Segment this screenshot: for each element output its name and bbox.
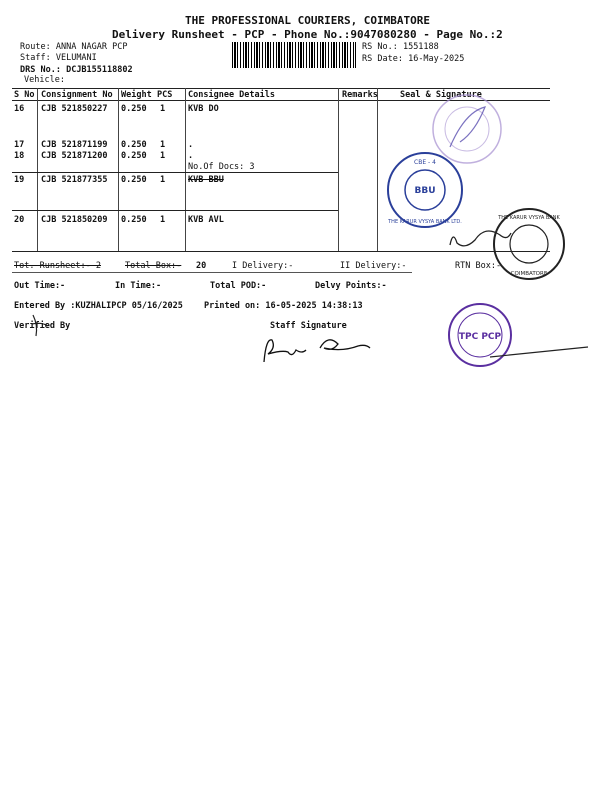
header-consignment: Consignment No bbox=[41, 90, 113, 100]
rs-date-line bbox=[362, 54, 464, 64]
rs-no-label: RS No.: bbox=[362, 42, 398, 52]
faded-seal-stamp bbox=[430, 92, 505, 167]
row-details: . bbox=[188, 151, 194, 161]
col-divider bbox=[118, 88, 119, 251]
route-value: ANNA NAGAR PCP bbox=[55, 42, 128, 52]
row-border bbox=[12, 172, 338, 173]
col-divider bbox=[377, 88, 378, 251]
bank-stamp2-bottom: COIMBATORE bbox=[510, 271, 548, 277]
summary-strike-line bbox=[12, 272, 412, 273]
row-details: . bbox=[188, 140, 194, 150]
row-pcs: 1 bbox=[160, 215, 166, 225]
ii-delivery: II Delivery:- bbox=[340, 261, 407, 271]
row-weight: 0.250 bbox=[121, 151, 147, 161]
in-time: In Time:- bbox=[115, 281, 162, 291]
table-top-border bbox=[12, 88, 550, 89]
tpc-stamp-text: TPC PCP bbox=[458, 332, 502, 342]
row-consignment: CJB 521850209 bbox=[41, 215, 108, 225]
staff-line bbox=[20, 53, 97, 63]
drs-value: DCJB155118802 bbox=[66, 65, 133, 75]
row-details: KVB BBU bbox=[188, 175, 224, 185]
total-box-label: Total Box:- bbox=[125, 261, 182, 271]
header-remarks: Remarks bbox=[342, 90, 378, 100]
vehicle-label: Vehicle: bbox=[24, 75, 65, 85]
company-title: THE PROFESSIONAL COURIERS, COIMBATORE bbox=[185, 14, 431, 27]
rs-no-value: 1551188 bbox=[402, 42, 439, 52]
delvy-points: Delvy Points:- bbox=[315, 281, 387, 291]
consignee-signature bbox=[445, 215, 515, 255]
rs-no-line bbox=[362, 42, 439, 52]
row-weight: 0.250 bbox=[121, 104, 147, 114]
header-sno: S No bbox=[14, 90, 35, 100]
bank-stamp2-top: THE KARUR VYSYA BANK bbox=[498, 215, 560, 221]
staff-value: VELUMANI bbox=[55, 53, 97, 63]
out-time: Out Time:- bbox=[14, 281, 66, 291]
header-seal: Seal & Signature bbox=[400, 90, 482, 100]
row-pcs: 1 bbox=[160, 104, 166, 114]
header-weight: Weight bbox=[121, 90, 152, 100]
barcode bbox=[232, 42, 356, 68]
row-weight: 0.250 bbox=[121, 175, 147, 185]
staff-signature bbox=[258, 328, 373, 368]
printed-on: Printed on: 16-05-2025 14:38:13 bbox=[204, 301, 363, 311]
col-divider bbox=[37, 88, 38, 251]
rtn-box: RTN Box:- bbox=[455, 261, 502, 271]
col-divider bbox=[185, 88, 186, 251]
row-consignment: CJB 521871199 bbox=[41, 140, 108, 150]
header-pcs: PCS bbox=[157, 90, 173, 100]
row-pcs: 1 bbox=[160, 175, 166, 185]
bank-stamp-center-text: BBU bbox=[414, 186, 436, 196]
row-consignment: CJB 521850227 bbox=[41, 104, 108, 114]
row-sno: 16 bbox=[14, 104, 25, 114]
row-sno: 17 bbox=[14, 140, 25, 150]
drs-line bbox=[20, 65, 133, 75]
row-sno: 19 bbox=[14, 175, 25, 185]
rs-date-label: RS Date: bbox=[362, 54, 403, 64]
col-divider bbox=[338, 88, 339, 251]
row-details: KVB AVL bbox=[188, 215, 224, 225]
tpc-signature-stroke bbox=[490, 335, 590, 365]
row-pcs: 1 bbox=[160, 140, 166, 150]
row-sno: 18 bbox=[14, 151, 25, 161]
bank-stamp-name: THE KARUR VYSYA BANK LTD. bbox=[388, 219, 462, 225]
staff-signature-label: Staff Signature bbox=[270, 321, 347, 331]
entered-by: Entered By :KUZHALIPCP 05/16/2025 bbox=[14, 301, 183, 311]
bank-stamp-code: CBE - 4 bbox=[414, 159, 436, 166]
total-pod: Total POD:- bbox=[210, 281, 267, 291]
row-weight: 0.250 bbox=[121, 215, 147, 225]
row-sno: 20 bbox=[14, 215, 25, 225]
runsheet-subtitle: Delivery Runsheet - PCP - Phone No.:9047080280 - Page No.:2 bbox=[112, 28, 503, 41]
row-pcs: 1 bbox=[160, 151, 166, 161]
row-consignment: CJB 521877355 bbox=[41, 175, 108, 185]
verified-by: Verified By bbox=[14, 321, 71, 331]
row-details: KVB DO bbox=[188, 104, 219, 114]
total-box-value: 20 bbox=[196, 261, 207, 271]
i-delivery: I Delivery:- bbox=[232, 261, 294, 271]
tot-runsheet: Tot. Runsheet:- 2 bbox=[14, 261, 101, 271]
route-line bbox=[20, 42, 128, 52]
route-label: Route: bbox=[20, 42, 51, 52]
row-border bbox=[12, 210, 338, 211]
docs-note: No.Of Docs: 3 bbox=[188, 162, 255, 172]
row-consignment: CJB 521871200 bbox=[41, 151, 108, 161]
verified-signature bbox=[28, 310, 58, 340]
drs-label: DRS No.: bbox=[20, 65, 61, 75]
rs-date-value: 16-May-2025 bbox=[408, 54, 465, 64]
staff-label: Staff: bbox=[20, 53, 51, 63]
header-consignee: Consignee Details bbox=[188, 90, 275, 100]
row-weight: 0.250 bbox=[121, 140, 147, 150]
